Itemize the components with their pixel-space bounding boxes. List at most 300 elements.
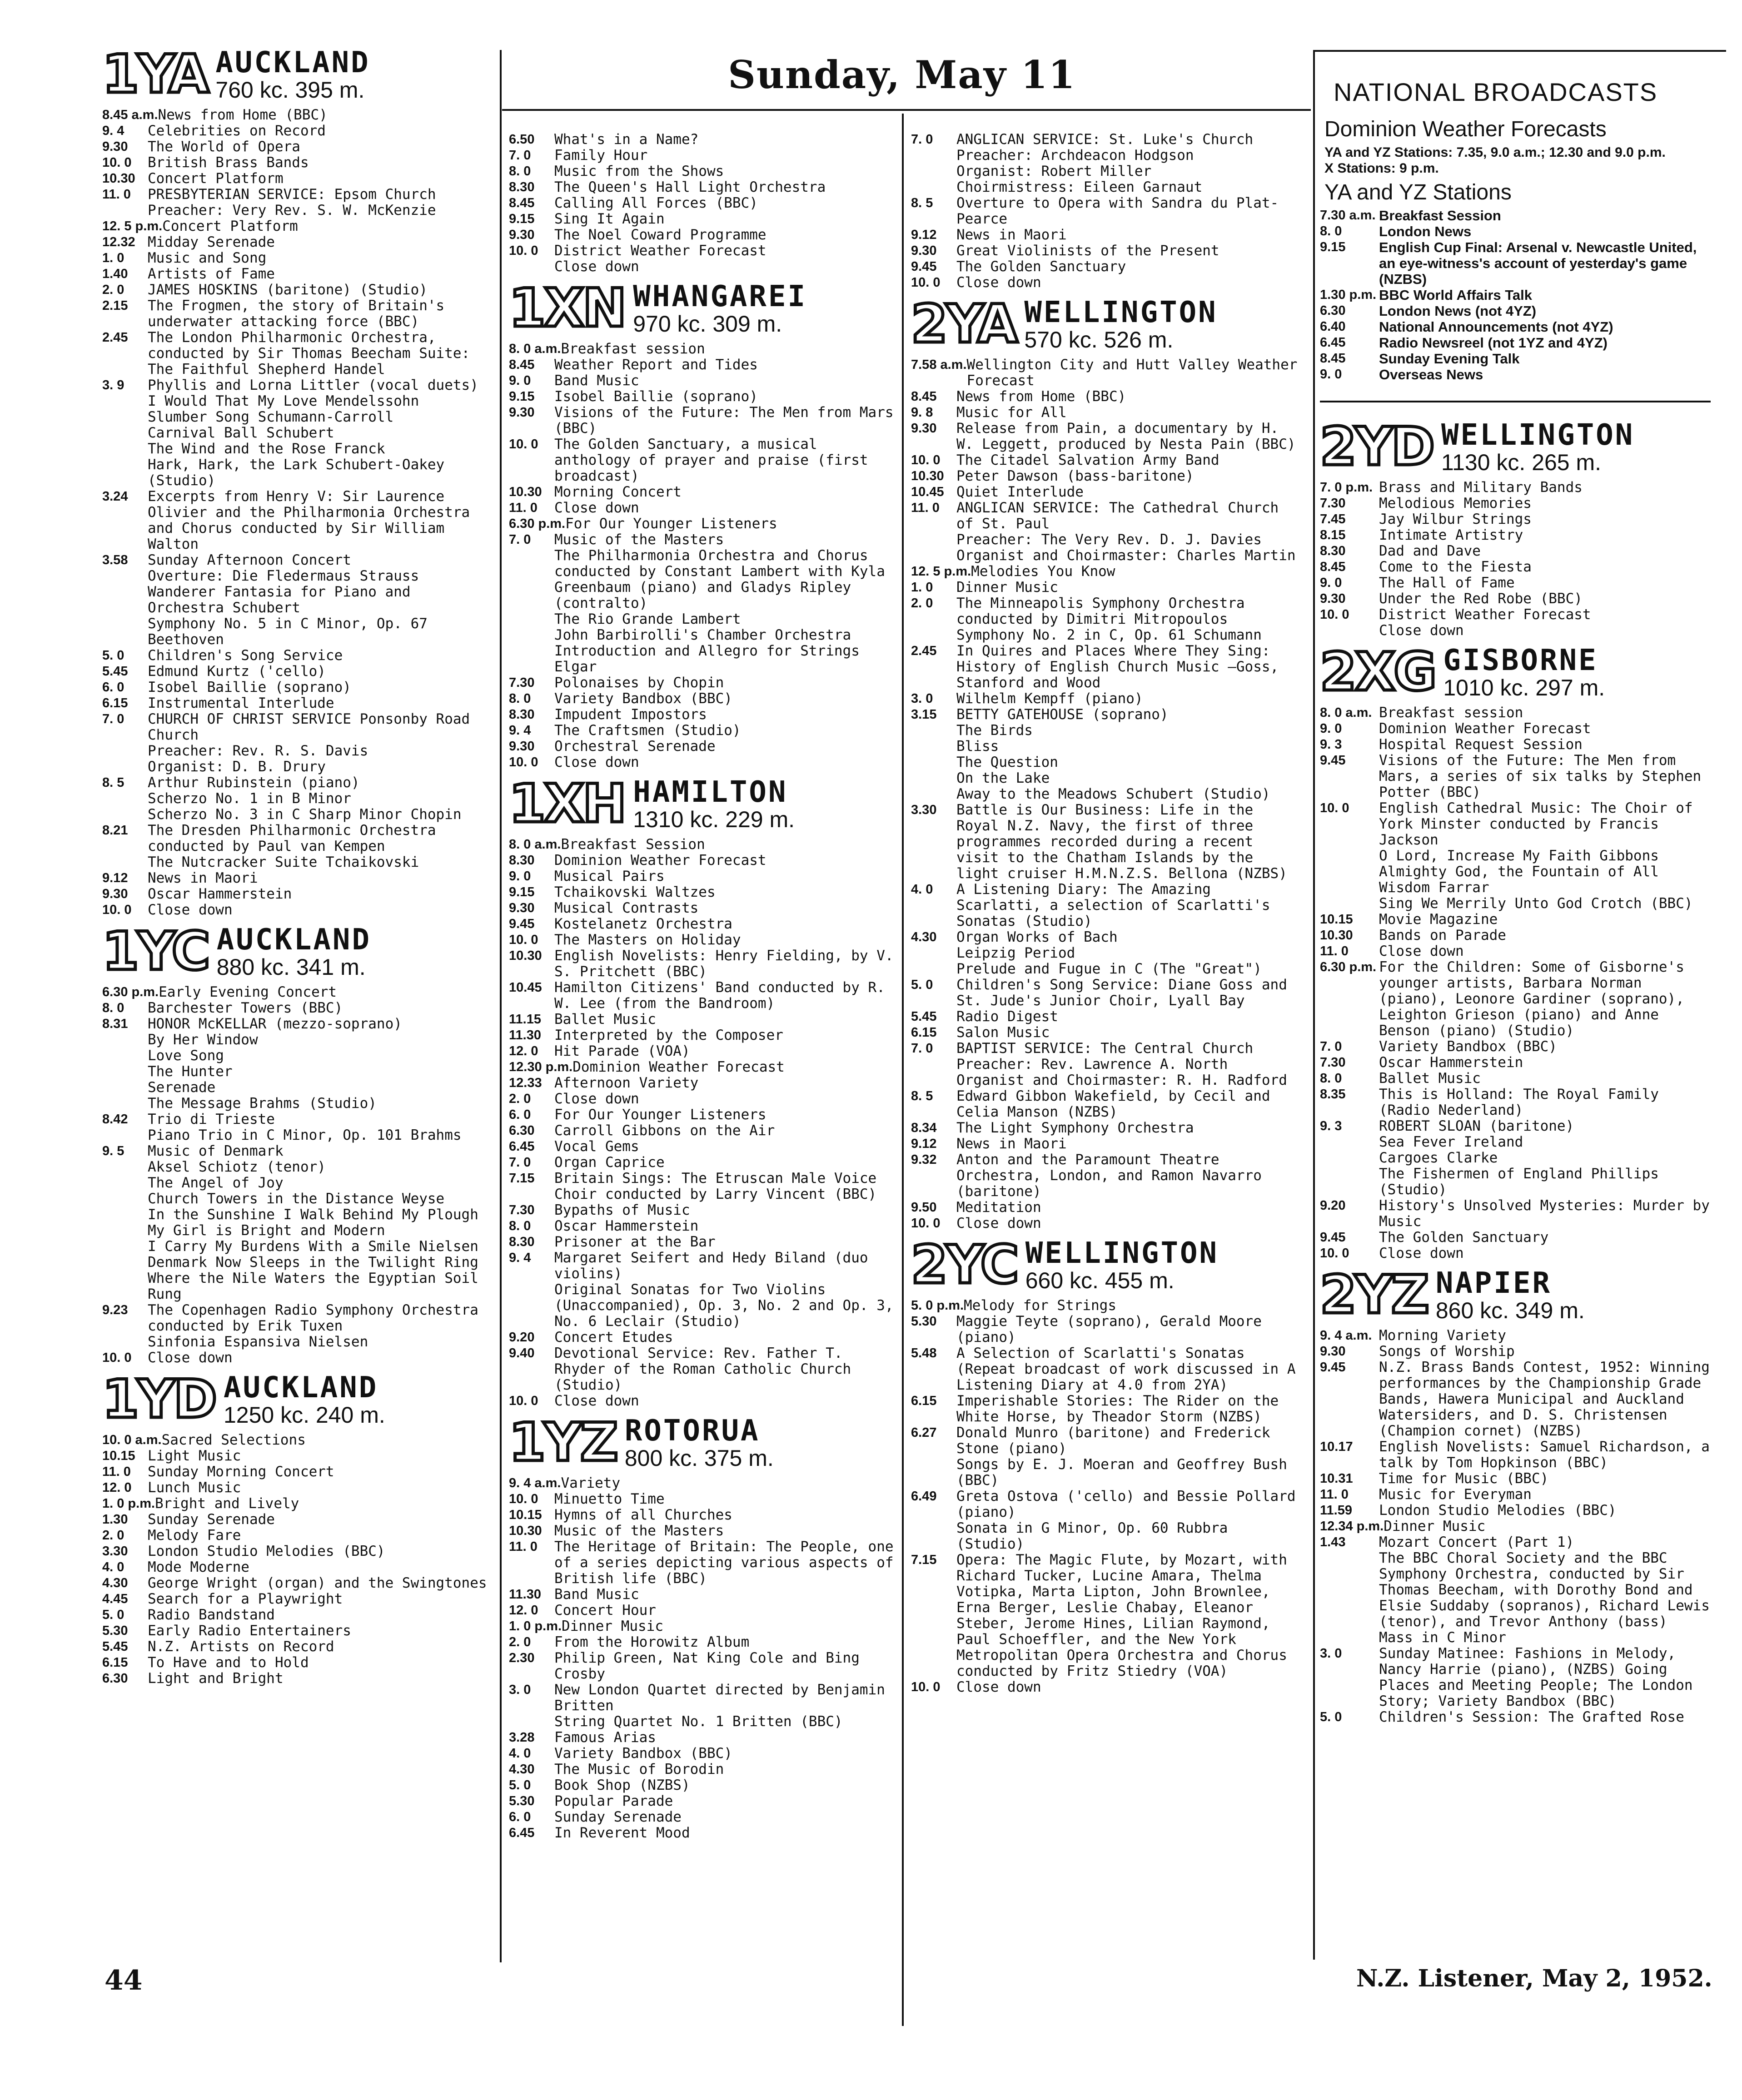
programme-title: Scherzo No. 3 in C Sharp Minor Chopin — [148, 806, 462, 823]
programme-time: 6.30 — [102, 1671, 128, 1686]
programme-time: 6.27 — [911, 1425, 937, 1440]
programme-time — [102, 1223, 148, 1239]
programme-item — [509, 1393, 895, 1409]
programme-title: Famous Arias — [554, 1729, 656, 1746]
programme-time: 9.15 — [509, 212, 535, 226]
programme-item — [102, 282, 493, 298]
programme-time: 10. 0 — [1320, 1246, 1349, 1261]
programme-title: Preacher: Rev. R. S. Davis — [148, 743, 368, 759]
programme-time: 9.12 — [911, 1137, 937, 1151]
programme-time — [1320, 1150, 1379, 1166]
station-header — [102, 44, 493, 105]
programme-list — [911, 1298, 1302, 1695]
programme-title: Organist: Robert Miller — [956, 163, 1152, 179]
programme-title: Dad and Dave — [1379, 543, 1481, 559]
programme-time — [102, 616, 148, 648]
programme-item — [911, 1216, 1302, 1231]
programme-item — [1320, 1646, 1711, 1709]
weather-line: YA and YZ Stations: 7.35, 9.0 a.m.; 12.30 and 9.0 p.m. — [1324, 145, 1666, 160]
programme-item — [102, 409, 493, 425]
programme-title: Intimate Artistry — [1379, 527, 1523, 543]
programme-time: 8.30 — [509, 707, 535, 722]
station-city: NAPIER — [1435, 1266, 1552, 1300]
programme-item — [102, 139, 493, 155]
programme-title: London News — [1379, 223, 1472, 239]
programme-title: Radio Newsreel (not 1YZ and 4YZ) — [1379, 335, 1608, 351]
programme-item — [102, 616, 493, 648]
programme-time — [102, 791, 148, 807]
programme-item — [509, 357, 895, 373]
programme-title: News in Maori — [148, 870, 258, 886]
programme-title: Kostelanetz Orchestra — [554, 916, 732, 932]
programme-title: Close down — [554, 1393, 639, 1409]
programme-title: Sunday Serenade — [554, 1809, 682, 1825]
programme-title: A Listening Diary: The Amazing Scarlatti, a selection of Scarlatti's Sonatas (Studio) — [956, 881, 1270, 929]
programme-title: Sacred Selections — [161, 1432, 306, 1448]
programme-title: Children's Session: The Grafted Rose — [1379, 1709, 1684, 1725]
programme-item — [509, 739, 895, 755]
programme-time: 12. 0 — [102, 1480, 132, 1495]
programme-title: Carnival Ball Schubert — [148, 425, 334, 441]
programme-title: Overseas News — [1379, 367, 1483, 382]
programme-title: Melody Fare — [148, 1527, 241, 1544]
programme-time: 10. 0 — [102, 155, 132, 170]
programme-time — [1320, 1630, 1379, 1646]
programme-time: 2. 0 — [102, 1528, 124, 1543]
programme-item — [509, 755, 895, 770]
programme-title: Breakfast session — [1379, 705, 1523, 721]
programme-item — [509, 1202, 895, 1218]
programme-title: The Heritage of Britain: The People, one of a series depicting various aspects of British life (BBC) — [554, 1539, 894, 1587]
programme-time — [509, 1714, 554, 1730]
programme-title: Sunday Afternoon Concert — [148, 552, 351, 568]
station-call: 1XH — [509, 773, 625, 834]
programme-item — [1320, 623, 1711, 639]
programme-time: 9.45 — [1320, 753, 1346, 768]
programme-time: 10. 0 — [102, 1350, 132, 1365]
weather-line: X Stations: 9 p.m. — [1324, 161, 1439, 176]
programme-title: Anton and the Paramount Theatre Orchestra, London, and Ramon Navarro (baritone) — [956, 1152, 1262, 1200]
programme-title: Melodious Memories — [1379, 495, 1532, 511]
programme-title: Organ Caprice — [554, 1154, 665, 1171]
programme-title: Mode Moderne — [148, 1559, 249, 1575]
programme-title: Concert Platform — [148, 170, 284, 187]
programme-time: 9.30 — [911, 421, 937, 436]
programme-time: 10.30 — [509, 485, 542, 499]
programme-time: 11.15 — [509, 1012, 541, 1027]
station-frequency: 660 kc. 455 m. — [1025, 1268, 1175, 1293]
programme-item — [911, 468, 1302, 484]
programme-item — [102, 1080, 493, 1096]
programme-list — [911, 132, 1302, 291]
programme-title: Cargoes Clarke — [1379, 1150, 1498, 1166]
programme-title: Book Shop (NZBS) — [554, 1777, 690, 1793]
programme-item — [102, 203, 493, 218]
programme-title: The Copenhagen Radio Symphony Orchestra conducted by Erik Tuxen — [148, 1302, 478, 1334]
programme-time: 10. 0 — [509, 437, 538, 452]
programme-title: Dominion Weather Forecast — [554, 852, 766, 869]
programme-title: Music of the Masters — [554, 531, 724, 548]
programme-item — [911, 755, 1302, 770]
programme-title: The Fishermen of England Phillips (Studio) — [1379, 1166, 1659, 1198]
programme-item — [1320, 1360, 1711, 1439]
programme-title: ROBERT SLOAN (baritone) — [1379, 1118, 1574, 1134]
programme-time: 6.45 — [509, 1826, 535, 1840]
programme-item — [911, 259, 1302, 275]
programme-time: 10. 0 — [509, 1492, 538, 1506]
programme-item — [102, 298, 493, 330]
programme-time: 2.45 — [102, 330, 128, 345]
programme-title: Band Music — [554, 372, 639, 389]
programme-time: 10. 0 — [509, 1394, 538, 1408]
programme-title: JAMES HOSKINS (baritone) (Studio) — [148, 282, 428, 298]
programme-title: Breakfast session — [561, 341, 705, 357]
programme-item — [1320, 1534, 1711, 1550]
programme-item — [102, 1159, 493, 1175]
programme-time: 1.30 p.m. — [1320, 288, 1377, 302]
programme-title: Music for All — [956, 404, 1067, 421]
programme-time — [911, 786, 956, 802]
programme-title: What's in a Name? — [554, 131, 699, 148]
programme-title: BETTY GATEHOUSE (soprano) — [956, 706, 1169, 723]
programme-time: 9. 4 — [509, 1251, 531, 1265]
programme-time: 8.45 — [1320, 560, 1346, 574]
programme-item — [102, 902, 493, 918]
programme-item — [102, 330, 493, 377]
programme-item — [911, 421, 1302, 452]
programme-item — [1320, 1055, 1711, 1071]
programme-item — [1320, 511, 1711, 527]
programme-item — [911, 1025, 1302, 1041]
programme-item — [911, 739, 1302, 755]
programme-item — [1320, 896, 1711, 912]
programme-time: 3.30 — [102, 1544, 128, 1559]
programme-title: Overture to Opera with Sandra du Plat-Pearce — [956, 195, 1279, 227]
programme-item — [1320, 943, 1711, 959]
programme-item — [509, 132, 895, 148]
programme-item — [911, 929, 1302, 945]
programme-item — [1320, 1166, 1711, 1198]
station-city: AUCKLAND — [215, 46, 370, 79]
programme-time: 5. 0 p.m. — [911, 1298, 964, 1313]
programme-title: Dominion Weather Forecast — [572, 1059, 785, 1075]
programme-time: 7. 0 — [509, 1155, 531, 1170]
programme-title: The Message Brahms (Studio) — [148, 1095, 377, 1112]
programme-time: 10. 0 a.m. — [102, 1433, 162, 1447]
programme-time: 10.15 — [102, 1449, 135, 1463]
station-frequency: 880 kc. 341 m. — [216, 954, 366, 980]
programme-item — [911, 1679, 1302, 1695]
programme-time: 4.30 — [102, 1576, 128, 1590]
programme-title: Children's Song Service — [148, 647, 343, 664]
programme-item — [911, 275, 1302, 291]
programme-title: The Noel Coward Programme — [554, 227, 766, 243]
programme-item — [911, 643, 1302, 691]
programme-time: 10.30 — [1320, 928, 1353, 943]
programme-time: 1.30 — [102, 1512, 128, 1527]
programme-item — [102, 155, 493, 171]
programme-time: 10.45 — [911, 485, 944, 499]
programme-title: Morning Variety — [1379, 1327, 1506, 1344]
programme-item — [1320, 1439, 1711, 1471]
programme-time: 10.30 — [911, 469, 944, 483]
programme-item — [911, 1136, 1302, 1152]
programme-title: English Novelists: Samuel Richardson, a talk by Tom Hopkinson (BBC) — [1379, 1439, 1710, 1471]
programme-time: 6.30 — [509, 1123, 535, 1138]
programme-item — [911, 945, 1302, 961]
programme-item — [911, 1314, 1302, 1345]
programme-item — [509, 1155, 895, 1171]
programme-title: The Nutcracker Suite Tchaikovski — [148, 854, 419, 870]
programme-time: 8.31 — [102, 1017, 128, 1031]
programme-item — [102, 1559, 493, 1575]
programme-title: Arthur Rubinstein (piano) — [148, 774, 360, 791]
yayz-heading: YA and YZ Stations — [1324, 180, 1512, 204]
programme-title: The Golden Sanctuary, a musical anthology of prayer and praise (first broadcast) — [554, 436, 868, 484]
programme-time — [102, 1032, 148, 1048]
programme-time — [911, 1057, 956, 1072]
programme-time — [911, 770, 956, 786]
programme-item — [509, 211, 895, 227]
programme-item — [911, 357, 1302, 389]
station-city: GISBORNE — [1443, 644, 1598, 677]
programme-item — [509, 1282, 895, 1330]
programme-time — [911, 945, 956, 961]
programme-item — [509, 405, 895, 437]
station-header — [911, 293, 1302, 355]
programme-item — [911, 532, 1302, 548]
programme-time: 7.30 — [1320, 1055, 1346, 1070]
programme-time: 2.15 — [102, 298, 128, 313]
programme-item — [102, 234, 493, 250]
programme-item — [102, 1302, 493, 1334]
programme-title: Ballet Music — [1379, 1070, 1481, 1087]
programme-time: 7.30 — [509, 1203, 535, 1217]
programme-list — [1320, 480, 1711, 639]
programme-title: George Wright (organ) and the Swingtones — [148, 1575, 487, 1591]
programme-item — [102, 123, 493, 139]
programme-time: 1. 0 — [911, 580, 933, 595]
programme-item — [1320, 753, 1711, 800]
programme-title: Original Sonatas for Two Violins (Unaccompanied), Op. 3, No. 2 and Op. 3, No. 6 Leclair (Studio) — [554, 1281, 894, 1330]
programme-title: Battle is Our Business: Life in the Royal N.Z. Navy, the first of three programmes recorded during a recent visit to the Chatham Islands by the light cruiser H.M.N.Z.S. Bellona (NZBS) — [956, 802, 1287, 882]
programme-time — [911, 739, 956, 755]
programme-time — [911, 755, 956, 770]
programme-time: 8.45 — [509, 196, 535, 210]
programme-title: Midday Serenade — [148, 234, 275, 250]
programme-item — [509, 1634, 895, 1650]
programme-title: News from Home (BBC) — [158, 107, 328, 123]
station-header — [509, 773, 895, 834]
programme-title: Polonaises by Chopin — [554, 675, 724, 691]
programme-title: Britain Sings: The Etruscan Male Voice Choir conducted by Larry Vincent (BBC) — [554, 1170, 877, 1202]
programme-item — [509, 1523, 895, 1539]
programme-time — [509, 548, 554, 611]
programme-item — [1320, 737, 1711, 753]
station-call: 2YC — [911, 1234, 1017, 1296]
programme-title: Early Radio Entertainers — [148, 1623, 351, 1639]
programme-time — [102, 1096, 148, 1112]
programme-time: 11. 0 — [1320, 1487, 1349, 1502]
programme-title: Weather Report and Tides — [554, 357, 758, 373]
programme-item — [911, 770, 1302, 786]
programme-item — [1320, 527, 1711, 543]
programme-item — [102, 1655, 493, 1671]
station-call: 1YA — [102, 44, 208, 105]
programme-title: Introduction and Allegro for Strings Elgar — [554, 643, 860, 675]
programme-item — [509, 853, 895, 869]
station-city: WELLINGTON — [1024, 296, 1218, 329]
programme-title: Early Evening Concert — [159, 984, 337, 1000]
programme-item — [1320, 721, 1711, 737]
programme-item — [911, 484, 1302, 500]
programme-item — [509, 1059, 895, 1075]
programme-time: 10.45 — [509, 980, 542, 995]
programme-title: The Rio Grande Lambert — [554, 611, 741, 627]
programme-title: London Studio Melodies (BBC) — [148, 1543, 385, 1559]
programme-title: Church Towers in the Distance Weyse — [148, 1191, 445, 1207]
programme-time: 9. 4 — [102, 124, 124, 138]
programme-item — [102, 775, 493, 791]
programme-item — [911, 1393, 1302, 1425]
programme-time: 10.30 — [509, 948, 542, 963]
programme-item — [509, 627, 895, 643]
programme-time — [509, 627, 554, 643]
programme-item — [911, 961, 1302, 977]
weather-heading: Dominion Weather Forecasts — [1324, 117, 1607, 141]
programme-time: 9.45 — [1320, 1230, 1346, 1245]
programme-title: News in Maori — [956, 1136, 1067, 1152]
programme-item — [509, 869, 895, 884]
programme-time: 9. 3 — [1320, 1119, 1342, 1133]
programme-item — [1320, 543, 1711, 559]
programme-item — [102, 107, 493, 123]
programme-title: Visions of the Future: The Men from Mars (BBC) — [554, 404, 894, 437]
programme-time: 8.30 — [509, 180, 535, 194]
programme-item — [102, 1223, 493, 1239]
programme-time: 10. 0 — [509, 933, 538, 947]
programme-time — [102, 807, 148, 823]
programme-time: 1. 0 p.m. — [102, 1496, 155, 1511]
programme-item — [102, 1175, 493, 1191]
programme-item — [102, 266, 493, 282]
programme-title: Sing We Merrily Unto God Crotch (BBC) — [1379, 895, 1693, 912]
programme-title: Breakfast Session — [561, 836, 705, 853]
programme-time: 8.34 — [911, 1121, 937, 1135]
programme-title: Phyllis and Lorna Littler (vocal duets) — [148, 377, 478, 393]
programme-title: Release from Pain, a documentary by H. W. Leggett, produced by Nesta Pain (BBC) — [956, 420, 1296, 452]
programme-time: 5.30 — [911, 1314, 937, 1329]
programme-title: Edmund Kurtz ('cello) — [148, 663, 326, 680]
programme-title: A Selection of Scarlatti's Sonatas (Repeat broadcast of work discussed in A Listening Diary at 4.0 from 2YA) — [956, 1345, 1296, 1393]
programme-item — [102, 1064, 493, 1080]
programme-title: The Craftsmen (Studio) — [554, 722, 741, 739]
programme-item — [509, 980, 895, 1012]
programme-time: 5.48 — [911, 1346, 937, 1360]
programme-item — [1320, 1246, 1711, 1261]
programme-time: 6.15 — [102, 1655, 128, 1670]
programme-title: Jay Wilbur Strings — [1379, 511, 1532, 527]
programme-title: Children's Song Service: Diane Goss and St. Jude's Junior Choir, Lyall Bay — [956, 977, 1287, 1009]
programme-time: 7. 0 — [1320, 1039, 1342, 1054]
programme-item — [509, 1793, 895, 1809]
programme-time: 9.30 — [102, 139, 128, 154]
programme-title: Quiet Interlude — [956, 484, 1084, 500]
programme-time: 12. 5 p.m. — [102, 219, 163, 233]
programme-time: 9. 0 — [1320, 367, 1342, 382]
programme-time — [509, 259, 554, 275]
programme-time: 9.45 — [911, 259, 937, 274]
programme-title: Vocal Gems — [554, 1138, 639, 1155]
programme-item — [1320, 607, 1711, 623]
programme-title: Imperishable Stories: The Rider on the White Horse, by Theador Storm (NZBS) — [956, 1393, 1279, 1425]
programme-time: 12.33 — [509, 1076, 542, 1090]
programme-item — [911, 1345, 1302, 1393]
station-call: 1YZ — [509, 1412, 617, 1473]
programme-title: Sunday Evening Talk — [1379, 351, 1520, 367]
programme-time: 9.15 — [509, 885, 535, 899]
programme-title: I Would That My Love Mendelssohn — [148, 393, 419, 409]
programme-item — [509, 1330, 895, 1345]
programme-item — [509, 916, 895, 932]
station-city: ROTORUA — [624, 1414, 760, 1448]
programme-title: CHURCH OF CHRIST SERVICE Ponsonby Road Church — [148, 711, 470, 743]
programme-title: Dinner Music — [562, 1618, 664, 1634]
programme-item — [911, 195, 1302, 227]
programme-title: Interpreted by the Composer — [554, 1027, 783, 1043]
programme-title: BAPTIST SERVICE: The Central Church — [956, 1040, 1254, 1057]
programme-time: 2. 0 — [102, 283, 124, 297]
programme-title: Celebrities on Record — [148, 123, 326, 139]
programme-item — [1320, 1487, 1711, 1503]
station-frequency: 970 kc. 309 m. — [633, 311, 782, 337]
programme-title: Bright and Lively — [155, 1495, 299, 1512]
programme-time: 8. 0 — [102, 1001, 124, 1015]
programme-time: 10. 0 — [509, 755, 538, 770]
programme-item — [509, 675, 895, 691]
programme-item — [911, 580, 1302, 596]
programme-item — [911, 1072, 1302, 1088]
station-city: AUCKLAND — [224, 1371, 378, 1405]
programme-title: In the Sunshine I Walk Behind My Plough — [148, 1206, 478, 1223]
programme-item — [102, 1528, 493, 1544]
programme-title: Variety Bandbox (BBC) — [1379, 1038, 1557, 1055]
programme-title: Close down — [554, 754, 639, 770]
programme-item — [509, 1491, 895, 1507]
programme-title: Devotional Service: Rev. Father T. Rhyder of the Roman Catholic Church (Studio) — [554, 1345, 851, 1393]
programme-title: The Dresden Philharmonic Orchestra conducted by Paul van Kempen — [148, 822, 436, 854]
programme-title: Band Music — [554, 1586, 639, 1603]
programme-item — [102, 823, 493, 854]
programme-time: 6.15 — [102, 696, 128, 710]
programme-title: Close down — [554, 500, 639, 516]
programme-title: Where the Nile Waters the Egyptian Soil Rung — [148, 1270, 478, 1302]
programme-time — [102, 203, 148, 218]
programme-time: 9.32 — [911, 1152, 937, 1167]
programme-title: London News (not 4YZ) — [1379, 303, 1537, 319]
programme-item — [509, 837, 895, 853]
programme-time: 8.21 — [102, 823, 128, 838]
programme-item — [911, 707, 1302, 723]
programme-time — [1320, 1550, 1379, 1630]
programme-time: 11. 0 — [1320, 944, 1349, 958]
programme-item — [102, 489, 493, 552]
programme-time — [102, 1271, 148, 1302]
programme-title: English Cup Final: Arsenal v. Newcastle United, an eye-witness's account of yesterday's game (NZBS) — [1379, 239, 1697, 287]
station-call: 1YD — [102, 1369, 215, 1430]
programme-time: 6.30 p.m. — [509, 516, 566, 531]
programme-time — [102, 1191, 148, 1207]
